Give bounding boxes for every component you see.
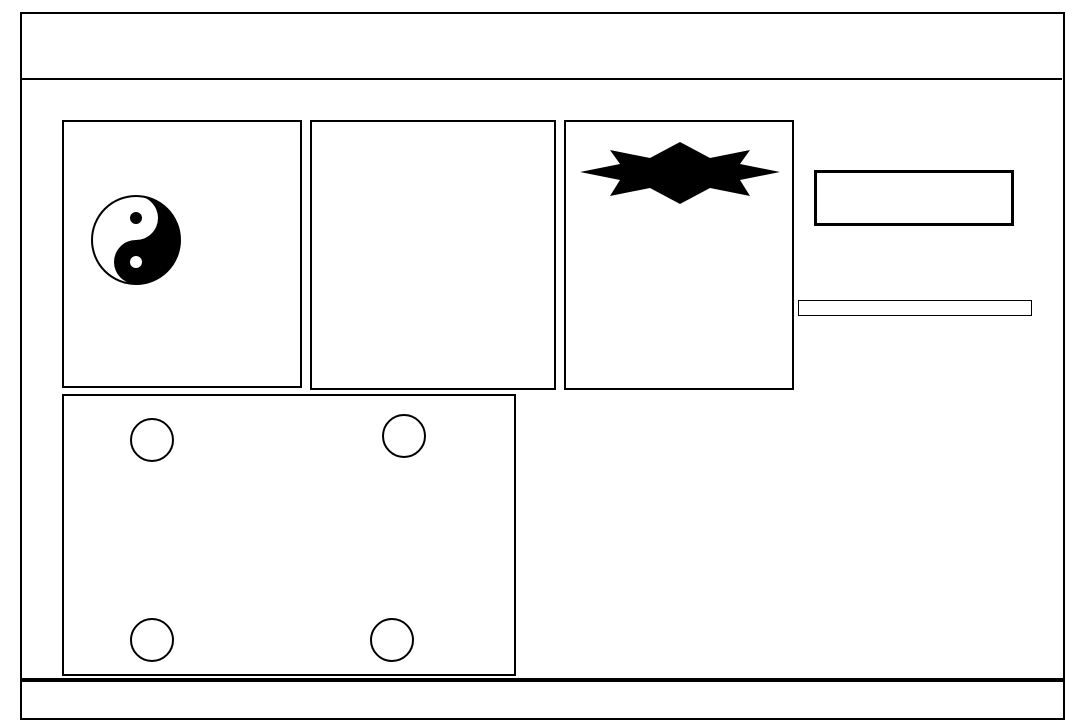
stats-table bbox=[798, 300, 1032, 316]
horses-panel bbox=[530, 402, 1030, 678]
bagua-panel bbox=[62, 120, 302, 388]
bagua-diagram bbox=[78, 184, 194, 296]
poem-panel bbox=[310, 120, 556, 390]
roulette-wheel bbox=[160, 416, 390, 666]
left-border-strip bbox=[26, 120, 52, 680]
title-divider bbox=[22, 78, 1062, 80]
wheel-panel bbox=[62, 394, 516, 676]
abacus-panel bbox=[800, 120, 1030, 296]
right-border-strip bbox=[1038, 120, 1064, 680]
tips-panel bbox=[564, 120, 794, 390]
abacus-note bbox=[830, 274, 842, 288]
abacus-icon bbox=[814, 170, 1014, 226]
burst-banner bbox=[580, 142, 780, 204]
top-border-strip bbox=[28, 88, 1058, 114]
horses-illustration bbox=[540, 506, 1020, 666]
footer-credit bbox=[20, 680, 1065, 720]
stats-caption bbox=[799, 301, 1032, 316]
